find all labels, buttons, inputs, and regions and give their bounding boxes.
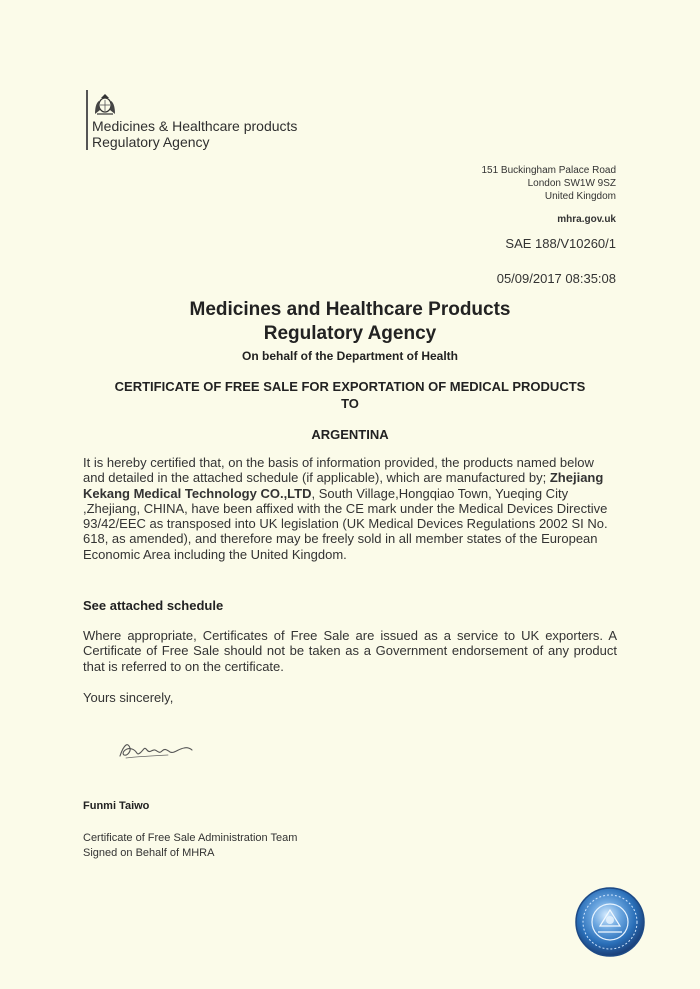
address-line-1: 151 Buckingham Palace Road xyxy=(481,165,616,176)
closing-salutation: Yours sincerely, xyxy=(83,690,174,705)
destination-country: ARGENTINA xyxy=(311,427,389,442)
title-line-2: Regulatory Agency xyxy=(263,323,437,344)
agency-address xyxy=(481,164,616,203)
certification-paragraph xyxy=(83,455,617,562)
agency-website: mhra.gov.uk xyxy=(557,214,616,225)
paragraph-text-start: It is hereby certified that, on the basis of information provided, the products named below and detailed in the attached schedule (if applicable), which are manufactured by; xyxy=(83,455,594,486)
signatory-name: Funmi Taiwo xyxy=(83,800,150,812)
signatory-role-line-1: Certificate of Free Sale Administration Team xyxy=(83,832,298,844)
schedule-note: See attached schedule xyxy=(83,598,224,613)
address-line-3: United Kingdom xyxy=(544,191,616,202)
signatory-role xyxy=(83,831,297,861)
logo-divider xyxy=(86,90,88,150)
handwritten-signature xyxy=(118,738,194,762)
address-line-2: London SW1W 9SZ xyxy=(527,178,616,189)
reference-number: SAE 188/V10260/1 xyxy=(505,236,616,251)
issue-datetime: 05/09/2017 08:35:08 xyxy=(496,271,616,286)
agency-name-line-2: Regulatory Agency xyxy=(92,134,210,150)
title-line-1: Medicines and Healthcare Products xyxy=(189,299,511,320)
certificate-heading-line-2: TO xyxy=(341,396,359,411)
certificate-heading-line-1: CERTIFICATE OF FREE SALE FOR EXPORTATION OF MEDICAL PRODUCTS xyxy=(114,379,586,394)
document-title xyxy=(0,298,700,363)
manufacturer-name: Zhejiang Kekang Medical Technology CO.,LTD xyxy=(83,470,604,501)
agency-logo xyxy=(86,90,346,152)
paragraph-text-end: , South Village,Hongqiao Town, Yueqing City ,Zhejiang, CHINA, have been affixed with the CE mark under the Medical Devices Directive 93/42/EEC as transposed into UK legislation (UK Medical Devices Regulations 2002 SI No. 618, as amended), and therefore may be freely sold in all member states of the European Economic Area including the United Kingdom. xyxy=(83,485,608,562)
certificate-heading xyxy=(0,378,700,412)
signatory-role-line-2: Signed on Behalf of MHRA xyxy=(83,847,215,859)
agency-name-line-1: Medicines & Healthcare products xyxy=(92,118,298,134)
title-subtitle: On behalf of the Department of Health xyxy=(241,349,458,363)
disclaimer-paragraph: Where appropriate, Certificates of Free Sale are issued as a service to UK exporters. A Certificate of Free Sale should not be taken as a Government endorsement of any product that is referred to on the certificate. xyxy=(83,628,617,674)
royal-crest-icon xyxy=(92,92,118,116)
hologram-seal-icon xyxy=(574,886,646,958)
